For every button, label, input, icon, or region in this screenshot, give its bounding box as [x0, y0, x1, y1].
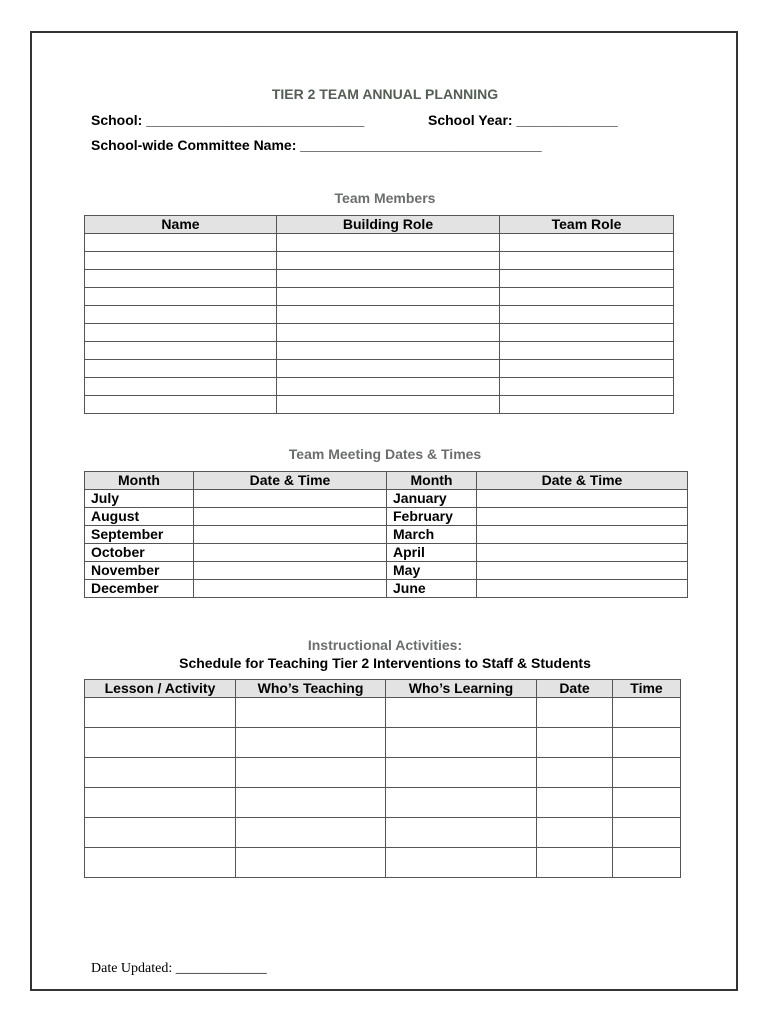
instructional-activities-subheading: Schedule for Teaching Tier 2 Interventions to Staff & Students	[179, 655, 591, 671]
date-time-cell[interactable]	[194, 508, 387, 526]
meeting-dates-table	[84, 471, 688, 598]
table-cell[interactable]	[500, 306, 674, 324]
table-row	[85, 490, 688, 508]
table-row	[85, 698, 681, 728]
team-members-table	[84, 215, 674, 414]
column-header-date-time-right: Date & Time	[477, 472, 688, 490]
date-time-cell[interactable]	[477, 580, 688, 598]
table-cell[interactable]	[85, 288, 277, 306]
table-cell[interactable]	[500, 234, 674, 252]
table-cell[interactable]	[386, 848, 537, 878]
table-cell[interactable]	[613, 698, 681, 728]
table-cell[interactable]	[386, 818, 537, 848]
table-cell[interactable]	[500, 324, 674, 342]
table-cell[interactable]	[613, 788, 681, 818]
month-cell: February	[387, 508, 477, 526]
table-cell[interactable]	[85, 306, 277, 324]
table-cell[interactable]	[277, 252, 500, 270]
column-header-building-role: Building Role	[277, 216, 500, 234]
table-cell[interactable]	[85, 342, 277, 360]
month-cell: March	[387, 526, 477, 544]
table-cell[interactable]	[277, 270, 500, 288]
column-header-name: Name	[85, 216, 277, 234]
table-row	[85, 544, 688, 562]
table-cell[interactable]	[500, 270, 674, 288]
table-row	[85, 508, 688, 526]
table-cell[interactable]	[277, 306, 500, 324]
table-cell[interactable]	[500, 288, 674, 306]
month-cell: October	[85, 544, 194, 562]
table-cell[interactable]	[537, 818, 613, 848]
table-cell[interactable]	[537, 848, 613, 878]
instructional-activities-table	[84, 679, 681, 878]
month-cell: December	[85, 580, 194, 598]
table-cell[interactable]	[85, 758, 236, 788]
date-time-cell[interactable]	[477, 526, 688, 544]
table-cell[interactable]	[236, 728, 386, 758]
table-row	[85, 818, 681, 848]
page-title: TIER 2 TEAM ANNUAL PLANNING	[271, 86, 499, 102]
table-row	[85, 526, 688, 544]
table-cell[interactable]	[277, 360, 500, 378]
table-cell[interactable]	[85, 698, 236, 728]
table-cell[interactable]	[236, 698, 386, 728]
table-cell[interactable]	[236, 818, 386, 848]
table-cell[interactable]	[236, 758, 386, 788]
table-cell[interactable]	[613, 758, 681, 788]
table-cell[interactable]	[386, 698, 537, 728]
column-header-whos-learning: Who’s Learning	[386, 680, 537, 698]
date-time-cell[interactable]	[194, 562, 387, 580]
table-row	[85, 234, 674, 252]
committee-name-field: School-wide Committee Name: _______________________________	[91, 137, 542, 153]
table-cell[interactable]	[85, 848, 236, 878]
table-cell[interactable]	[537, 728, 613, 758]
table-cell[interactable]	[386, 788, 537, 818]
table-cell[interactable]	[613, 848, 681, 878]
table-cell[interactable]	[500, 342, 674, 360]
table-cell[interactable]	[277, 342, 500, 360]
table-cell[interactable]	[85, 788, 236, 818]
table-cell[interactable]	[85, 396, 277, 414]
column-header-month-right: Month	[387, 472, 477, 490]
table-cell[interactable]	[85, 234, 277, 252]
table-row	[85, 306, 674, 324]
table-cell[interactable]	[386, 728, 537, 758]
table-cell[interactable]	[277, 234, 500, 252]
table-row	[85, 288, 674, 306]
table-cell[interactable]	[85, 252, 277, 270]
date-time-cell[interactable]	[194, 490, 387, 508]
table-row	[85, 252, 674, 270]
month-cell: November	[85, 562, 194, 580]
table-cell[interactable]	[537, 788, 613, 818]
month-cell: July	[85, 490, 194, 508]
date-time-cell[interactable]	[194, 580, 387, 598]
date-time-cell[interactable]	[477, 562, 688, 580]
table-row	[85, 378, 674, 396]
school-field: School: ____________________________	[91, 112, 365, 128]
month-cell: September	[85, 526, 194, 544]
table-cell[interactable]	[277, 396, 500, 414]
column-header-month-left: Month	[85, 472, 194, 490]
table-cell[interactable]	[277, 378, 500, 396]
table-cell[interactable]	[85, 270, 277, 288]
table-cell[interactable]	[500, 378, 674, 396]
table-cell[interactable]	[613, 728, 681, 758]
column-header-team-role: Team Role	[500, 216, 674, 234]
date-time-cell[interactable]	[477, 544, 688, 562]
table-row	[85, 396, 674, 414]
table-cell[interactable]	[537, 758, 613, 788]
meeting-dates-heading: Team Meeting Dates & Times	[288, 446, 482, 462]
table-cell[interactable]	[85, 378, 277, 396]
table-row	[85, 324, 674, 342]
date-time-cell[interactable]	[477, 508, 688, 526]
column-header-whos-teaching: Who’s Teaching	[236, 680, 386, 698]
column-header-time: Time	[613, 680, 681, 698]
table-row	[85, 848, 681, 878]
month-cell: August	[85, 508, 194, 526]
table-row	[85, 562, 688, 580]
date-time-cell[interactable]	[194, 544, 387, 562]
table-cell[interactable]	[277, 324, 500, 342]
table-cell[interactable]	[500, 252, 674, 270]
team-members-heading: Team Members	[334, 190, 436, 206]
table-cell[interactable]	[500, 396, 674, 414]
table-cell[interactable]	[386, 758, 537, 788]
month-cell: January	[387, 490, 477, 508]
table-row	[85, 788, 681, 818]
table-row	[85, 270, 674, 288]
table-row	[85, 580, 688, 598]
table-cell[interactable]	[537, 698, 613, 728]
date-time-cell[interactable]	[194, 526, 387, 544]
column-header-date: Date	[537, 680, 613, 698]
table-cell[interactable]	[500, 360, 674, 378]
school-year-field: School Year: _____________	[428, 112, 618, 128]
table-cell[interactable]	[85, 324, 277, 342]
column-header-date-time-left: Date & Time	[194, 472, 387, 490]
month-cell: June	[387, 580, 477, 598]
table-cell[interactable]	[236, 848, 386, 878]
month-cell: April	[387, 544, 477, 562]
date-time-cell[interactable]	[477, 490, 688, 508]
table-cell[interactable]	[613, 818, 681, 848]
month-cell: May	[387, 562, 477, 580]
table-row	[85, 360, 674, 378]
table-row	[85, 342, 674, 360]
table-cell[interactable]	[277, 288, 500, 306]
table-row	[85, 758, 681, 788]
table-cell[interactable]	[85, 728, 236, 758]
document-page	[30, 31, 738, 991]
instructional-activities-heading: Instructional Activities:	[307, 637, 463, 653]
table-cell[interactable]	[85, 360, 277, 378]
table-row	[85, 728, 681, 758]
table-cell[interactable]	[85, 818, 236, 848]
date-updated-field: Date Updated: _____________	[91, 961, 267, 976]
column-header-lesson-activity: Lesson / Activity	[85, 680, 236, 698]
table-cell[interactable]	[236, 788, 386, 818]
